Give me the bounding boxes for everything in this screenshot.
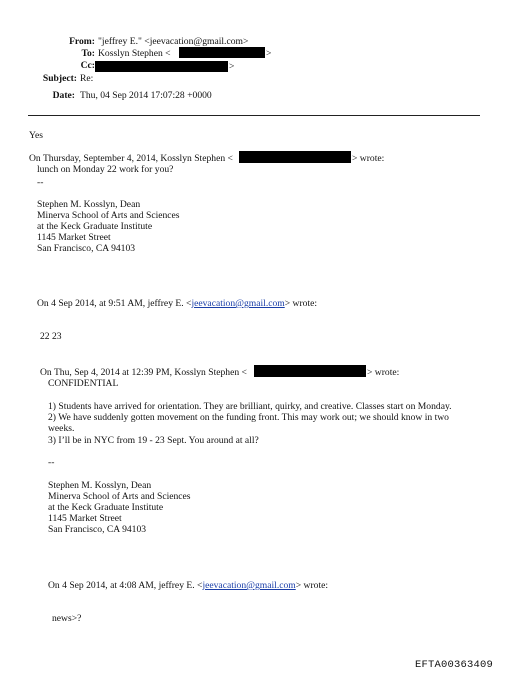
quote-intro-prefix: On 4 Sep 2014, at 4:08 AM, jeffrey E. <	[48, 580, 203, 591]
list-item: 2) We have suddenly gotten movement on the funding front. This may work out; we should know in two	[48, 412, 449, 423]
quote-intro-tail: > wrote:	[367, 367, 400, 378]
header-divider	[28, 115, 480, 116]
from-value: "jeffrey E." <jeevacation@gmail.com>	[98, 36, 249, 47]
quote-intro: On Thu, Sep 4, 2014 at 12:39 PM, Kosslyn Stephen <	[40, 367, 247, 378]
redaction-bar	[95, 61, 228, 72]
list-item-continuation: weeks.	[48, 423, 75, 434]
quote-text: lunch on Monday 22 work for you?	[37, 164, 174, 175]
signature-line: Minerva School of Arts and Sciences	[48, 491, 191, 502]
email-link[interactable]: jeevacation@gmail.com	[202, 580, 296, 591]
quote-intro-tail: > wrote:	[352, 153, 385, 164]
quote-intro	[48, 580, 328, 592]
signature-line: Stephen M. Kosslyn, Dean	[48, 480, 152, 491]
signature-line: San Francisco, CA 94103	[37, 243, 136, 254]
signature-line: Minerva School of Arts and Sciences	[37, 210, 180, 221]
quote-intro-suffix: > wrote:	[295, 580, 329, 591]
subject-value: Re:	[80, 73, 94, 84]
subject-label: Subject:	[42, 73, 77, 84]
signature-line: at the Keck Graduate Institute	[37, 221, 153, 232]
cc-label: Cc:	[80, 60, 95, 71]
signature-separator: --	[48, 457, 55, 468]
signature-line: Stephen M. Kosslyn, Dean	[37, 199, 141, 210]
cc-tail: >	[229, 61, 235, 72]
signature-line: 1145 Market Street	[48, 513, 122, 524]
from-label: From:	[69, 36, 95, 47]
quote-text: 22 23	[40, 331, 62, 342]
reply-text: Yes	[29, 130, 43, 141]
signature-line: 1145 Market Street	[37, 232, 111, 243]
quote-text: news>?	[52, 613, 82, 624]
list-item: 3) I’ll be in NYC from 19 - 23 Sept. You around at all?	[48, 435, 259, 446]
date-value: Thu, 04 Sep 2014 17:07:28 +0000	[80, 90, 212, 101]
to-value: Kosslyn Stephen <	[98, 48, 171, 59]
confidential-label: CONFIDENTIAL	[48, 378, 119, 389]
quote-intro-prefix: On 4 Sep 2014, at 9:51 AM, jeffrey E. <	[37, 298, 192, 309]
signature-separator: --	[37, 177, 44, 188]
quote-intro: On Thursday, September 4, 2014, Kosslyn Stephen <	[29, 153, 233, 164]
to-tail: >	[266, 48, 272, 59]
redaction-bar	[239, 151, 351, 163]
to-label: To:	[81, 48, 95, 59]
signature-line: at the Keck Graduate Institute	[48, 502, 164, 513]
document-id: EFTA00363409	[415, 659, 494, 671]
signature-line: San Francisco, CA 94103	[48, 524, 147, 535]
redaction-bar	[254, 365, 366, 377]
quote-intro-suffix: > wrote:	[284, 298, 318, 309]
email-link[interactable]: jeevacation@gmail.com	[191, 298, 285, 309]
redaction-bar	[179, 47, 265, 58]
list-item: 1) Students have arrived for orientation. They are brilliant, quirky, and creative. Classes start on Monday.	[48, 401, 452, 412]
quote-intro	[37, 298, 317, 310]
date-label: Date:	[52, 90, 75, 101]
